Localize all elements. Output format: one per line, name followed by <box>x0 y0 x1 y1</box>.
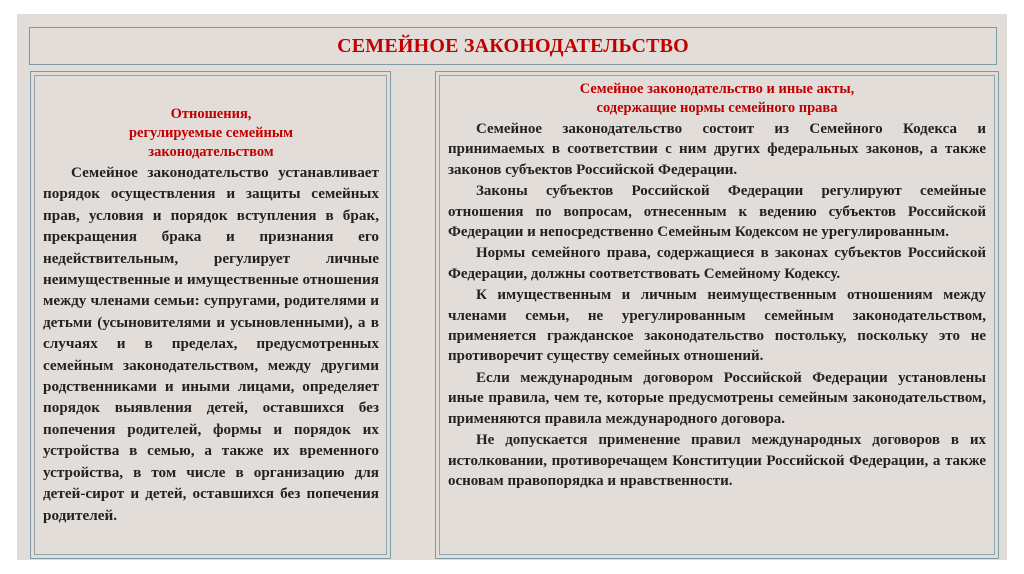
title-box <box>29 27 997 65</box>
left-heading-line: законодательством <box>148 144 274 160</box>
right-heading-line: содержащие нормы семейного права <box>596 100 838 116</box>
left-heading-line: Отношения, <box>170 106 252 122</box>
left-panel-inner <box>34 75 387 555</box>
right-paragraph: К имущественным и личным неимущественным отношениям между членами семьи, не урегулированным семейным законодательством, применяется гражданское законодательство постольку, поскольку это не противоречит существу семейных отношений. <box>448 287 986 365</box>
right-heading-line: Семейное законодательство и иные акты, <box>579 81 855 97</box>
right-paragraph: Не допускается применение правил международных договоров в их истолковании, противоречащем Конституции Российской Федерации, а также основам правопорядка и нравственности. <box>448 432 986 489</box>
right-paragraph: Нормы семейного права, содержащиеся в законах субъектов Российской Федерации, должны соответствовать Семейному Кодексу. <box>448 245 986 282</box>
right-panel-inner <box>439 75 995 555</box>
right-panel <box>435 71 999 559</box>
slide-title: СЕМЕЙНОЕ ЗАКОНОДАТЕЛЬСТВО <box>337 34 689 57</box>
left-panel <box>30 71 391 559</box>
left-heading-line: регулируемые семейным <box>128 125 294 141</box>
right-paragraph: Законы субъектов Российской Федерации регулируют семейные отношения по вопросам, отнесенным к ведению субъектов Российской Федерации и непосредственно Семейным Кодексом не урегулированным. <box>448 183 986 241</box>
left-heading <box>43 105 379 162</box>
right-paragraph: Семейное законодательство состоит из Семейного Кодекса и принимаемых в соответствии с ним других федеральных законов, а также законов субъектов Российской Федерации. <box>448 121 986 178</box>
right-heading <box>448 80 986 118</box>
slide <box>17 14 1007 560</box>
left-body-text: Семейное законодательство устанавливает порядок осуществления и защиты семейных прав, условия и порядок вступления в брак, прекращения брака и признания его недействительным, регулирует личные неимущественные и имущественные отношения между членами семьи: супругами, родителями и детьми (усыновителями и усыновленными), а в случаях и в пределах, предусмотренных семейным законодательством, между другими родственниками и иными лицами, определяет порядок выявления детей, оставшихся без попечения родителей, формы и порядок их устройства в семью, а также их временного устройства, в том числе в организацию для детей-сирот и детей, оставшихся без попечения родителей. <box>43 164 379 524</box>
right-paragraph: Если международным договором Российской Федерации установлены иные правила, чем те, которые предусмотрены семейным законодательством, применяются правила международного договора. <box>448 369 986 427</box>
